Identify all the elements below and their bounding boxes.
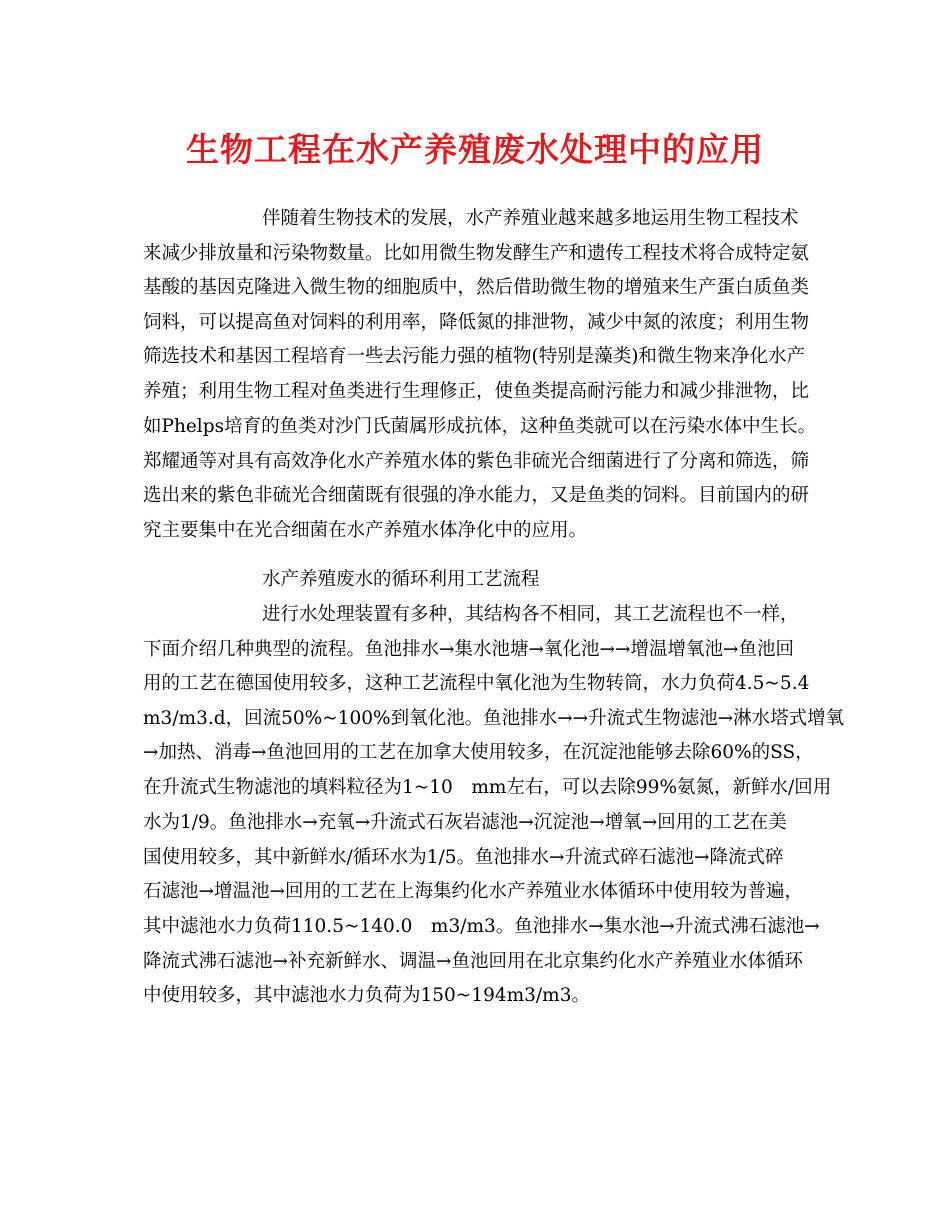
text-line: 伴随着生物技术的发展，水产养殖业越来越多地运用生物工程技术: [262, 208, 799, 229]
text-line: 中使用较多，其中滤池水力负荷为150~194m3/m3。: [143, 985, 590, 1006]
text-line: 究主要集中在光合细菌在水产养殖水体净化中的应用。: [143, 520, 588, 541]
text-line: 用的工艺在德国使用较多，这种工艺流程中氧化池为生物转筒，水力负荷4.5~5.4: [143, 673, 810, 694]
document-title: 生物工程在水产养殖废水处理中的应用: [186, 130, 764, 169]
text-line: 其中滤池水力负荷110.5~140.0 m3/m3。鱼池排水→集水池→升流式沸石滤池→: [143, 916, 820, 937]
text-line: 石滤池→增温池→回用的工艺在上海集约化水产养殖业水体循环中使用较为普遍，: [143, 881, 804, 902]
text-line: 来减少排放量和污染物数量。比如用微生物发酵生产和遗传工程技术将合成特定氨: [143, 243, 810, 264]
text-line: 郑耀通等对具有高效净化水产养殖水体的紫色非硫光合细菌进行了分离和筛选，筛: [143, 451, 810, 472]
text-line: 进行水处理装置有多种，其结构各不相同，其工艺流程也不一样，: [262, 604, 799, 625]
text-line: 如Phelps培育的鱼类对沙门氏菌属形成抗体，这种鱼类就可以在污染水体中生长。: [143, 416, 817, 437]
text-line: 养殖；利用生物工程对鱼类进行生理修正，使鱼类提高耐污能力和减少排泄物，比: [143, 381, 810, 402]
text-line: 下面介绍几种典型的流程。鱼池排水→集水池塘→氧化池→→增温增氧池→鱼池回: [143, 639, 795, 660]
text-line: 水为1/9。鱼池排水→充氧→升流式石灰岩滤池→沉淀池→增氧→回用的工艺在美: [143, 812, 787, 833]
text-line: 饲料，可以提高鱼对饲料的利用率，降低氮的排泄物，减少中氮的浓度；利用生物: [143, 312, 810, 333]
text-line: 国使用较多，其中新鲜水/循环水为1/5。鱼池排水→升流式碎石滤池→降流式碎: [143, 847, 784, 868]
section-subheading: 水产养殖废水的循环利用工艺流程: [262, 569, 540, 590]
text-line: →加热、消毒→鱼池回用的工艺在加拿大使用较多，在沉淀池能够去除60%的SS，: [143, 742, 814, 763]
text-line: 在升流式生物滤池的填料粒径为1~10 mm左右，可以去除99%氨氮，新鲜水/回用: [143, 777, 832, 798]
text-line: 选出来的紫色非硫光合细菌既有很强的净水能力，又是鱼类的饲料。目前国内的研: [143, 485, 810, 506]
text-line: 筛选技术和基因工程培育一些去污能力强的植物(特别是藻类)和微生物来净化水产: [143, 346, 805, 367]
text-line: 降流式沸石滤池→补充新鲜水、调温→鱼池回用在北京集约化水产养殖业水体循环: [143, 951, 804, 972]
text-line: 基酸的基因克隆进入微生物的细胞质中，然后借助微生物的增殖来生产蛋白质鱼类: [143, 277, 810, 298]
text-line: m3/m3.d，回流50%~100%到氧化池。鱼池排水→→升流式生物滤池→淋水塔式增氧: [143, 708, 845, 729]
